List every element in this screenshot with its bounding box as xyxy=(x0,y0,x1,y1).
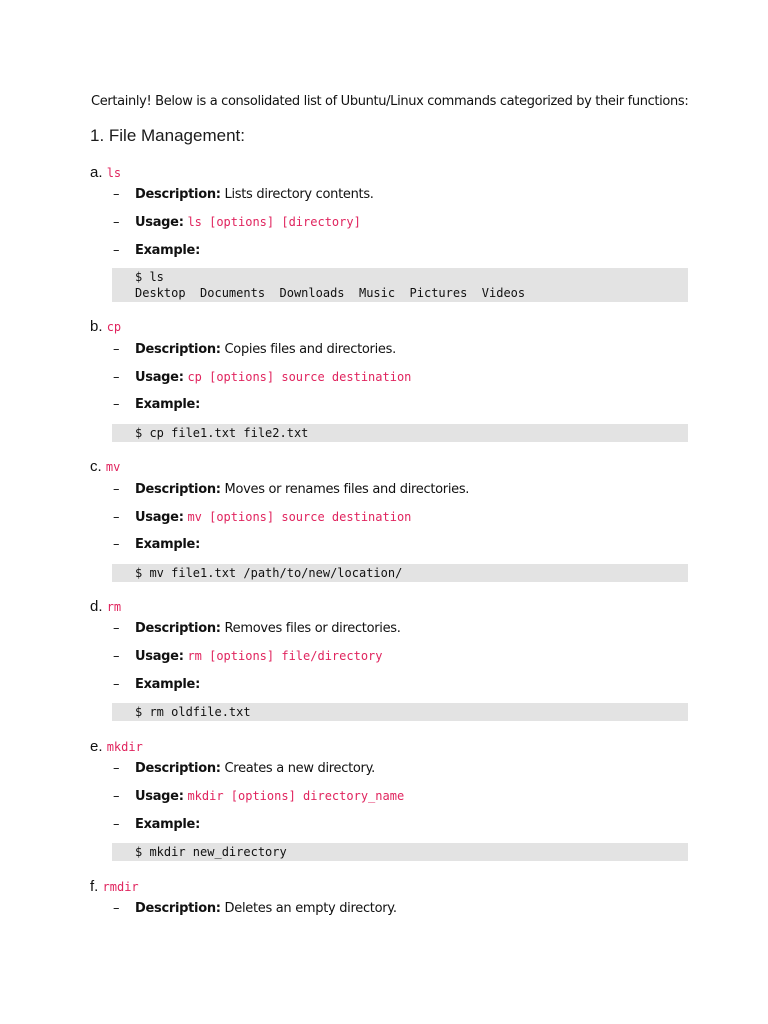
bullet-dash: – xyxy=(113,901,120,916)
bullet-dash: – xyxy=(113,187,120,202)
usage-bullet xyxy=(113,510,411,525)
example-code-block: $ mkdir new_directory xyxy=(112,843,688,861)
command-heading-mkdir xyxy=(90,738,143,755)
example-code-block: $ ls Desktop Documents Downloads Music Pictures Videos xyxy=(112,268,688,302)
usage-label: Usage: xyxy=(135,215,184,230)
command-name: ls xyxy=(106,166,122,180)
section-heading: 1. File Management: xyxy=(90,126,245,145)
command-heading-rm xyxy=(90,598,121,615)
command-name: rmdir xyxy=(102,880,139,894)
description-text: Removes files or directories. xyxy=(224,621,401,636)
item-letter: c. xyxy=(90,458,102,475)
bullet-dash: – xyxy=(113,789,120,804)
item-letter: b. xyxy=(90,318,103,335)
description-label: Description: xyxy=(135,187,221,202)
description-bullet xyxy=(113,482,469,497)
usage-code: cp [options] source destination xyxy=(187,370,412,384)
bullet-dash: – xyxy=(113,761,120,776)
description-bullet xyxy=(113,342,396,357)
bullet-dash: – xyxy=(113,649,120,664)
example-bullet xyxy=(113,817,200,832)
description-label: Description: xyxy=(135,621,221,636)
bullet-dash: – xyxy=(113,243,120,258)
command-heading-mv xyxy=(90,458,120,475)
description-text: Creates a new directory. xyxy=(224,761,375,776)
usage-code: rm [options] file/directory xyxy=(187,649,383,663)
command-name: cp xyxy=(106,320,122,334)
example-code-block: $ cp file1.txt file2.txt xyxy=(112,424,688,442)
usage-label: Usage: xyxy=(135,789,184,804)
description-bullet xyxy=(113,901,397,916)
example-label: Example: xyxy=(135,243,200,258)
command-name: mkdir xyxy=(106,740,143,754)
usage-bullet xyxy=(113,370,411,385)
usage-code: ls [options] [directory] xyxy=(187,215,361,229)
description-label: Description: xyxy=(135,482,221,497)
example-bullet xyxy=(113,397,200,412)
bullet-dash: – xyxy=(113,342,120,357)
example-label: Example: xyxy=(135,397,200,412)
command-heading-ls xyxy=(90,164,121,181)
usage-label: Usage: xyxy=(135,370,184,385)
usage-label: Usage: xyxy=(135,649,184,664)
example-code-block: $ mv file1.txt /path/to/new/location/ xyxy=(112,564,688,582)
intro-text: Certainly! Below is a consolidated list of Ubuntu/Linux commands categorized by their functions: xyxy=(91,94,689,109)
usage-code: mv [options] source destination xyxy=(187,510,412,524)
item-letter: a. xyxy=(90,164,103,181)
usage-bullet xyxy=(113,789,404,804)
description-text: Deletes an empty directory. xyxy=(224,901,397,916)
description-label: Description: xyxy=(135,342,221,357)
item-letter: f. xyxy=(90,878,99,895)
bullet-dash: – xyxy=(113,817,120,832)
example-label: Example: xyxy=(135,537,200,552)
bullet-dash: – xyxy=(113,537,120,552)
usage-bullet xyxy=(113,649,383,664)
command-name: mv xyxy=(105,460,121,474)
bullet-dash: – xyxy=(113,677,120,692)
item-letter: d. xyxy=(90,598,103,615)
example-code-block: $ rm oldfile.txt xyxy=(112,703,688,721)
description-label: Description: xyxy=(135,901,221,916)
description-bullet xyxy=(113,761,375,776)
usage-label: Usage: xyxy=(135,510,184,525)
command-heading-rmdir xyxy=(90,878,139,895)
bullet-dash: – xyxy=(113,482,120,497)
example-label: Example: xyxy=(135,817,200,832)
bullet-dash: – xyxy=(113,215,120,230)
description-bullet xyxy=(113,621,401,636)
description-text: Lists directory contents. xyxy=(224,187,374,202)
description-text: Moves or renames files and directories. xyxy=(224,482,470,497)
usage-code: mkdir [options] directory_name xyxy=(187,789,405,803)
bullet-dash: – xyxy=(113,397,120,412)
bullet-dash: – xyxy=(113,370,120,385)
usage-bullet xyxy=(113,215,361,230)
bullet-dash: – xyxy=(113,510,120,525)
example-label: Example: xyxy=(135,677,200,692)
example-bullet xyxy=(113,677,200,692)
command-heading-cp xyxy=(90,318,121,335)
item-letter: e. xyxy=(90,738,103,755)
command-name: rm xyxy=(106,600,122,614)
description-label: Description: xyxy=(135,761,221,776)
description-text: Copies files and directories. xyxy=(224,342,396,357)
bullet-dash: – xyxy=(113,621,120,636)
description-bullet xyxy=(113,187,374,202)
example-bullet xyxy=(113,243,200,258)
example-bullet xyxy=(113,537,200,552)
